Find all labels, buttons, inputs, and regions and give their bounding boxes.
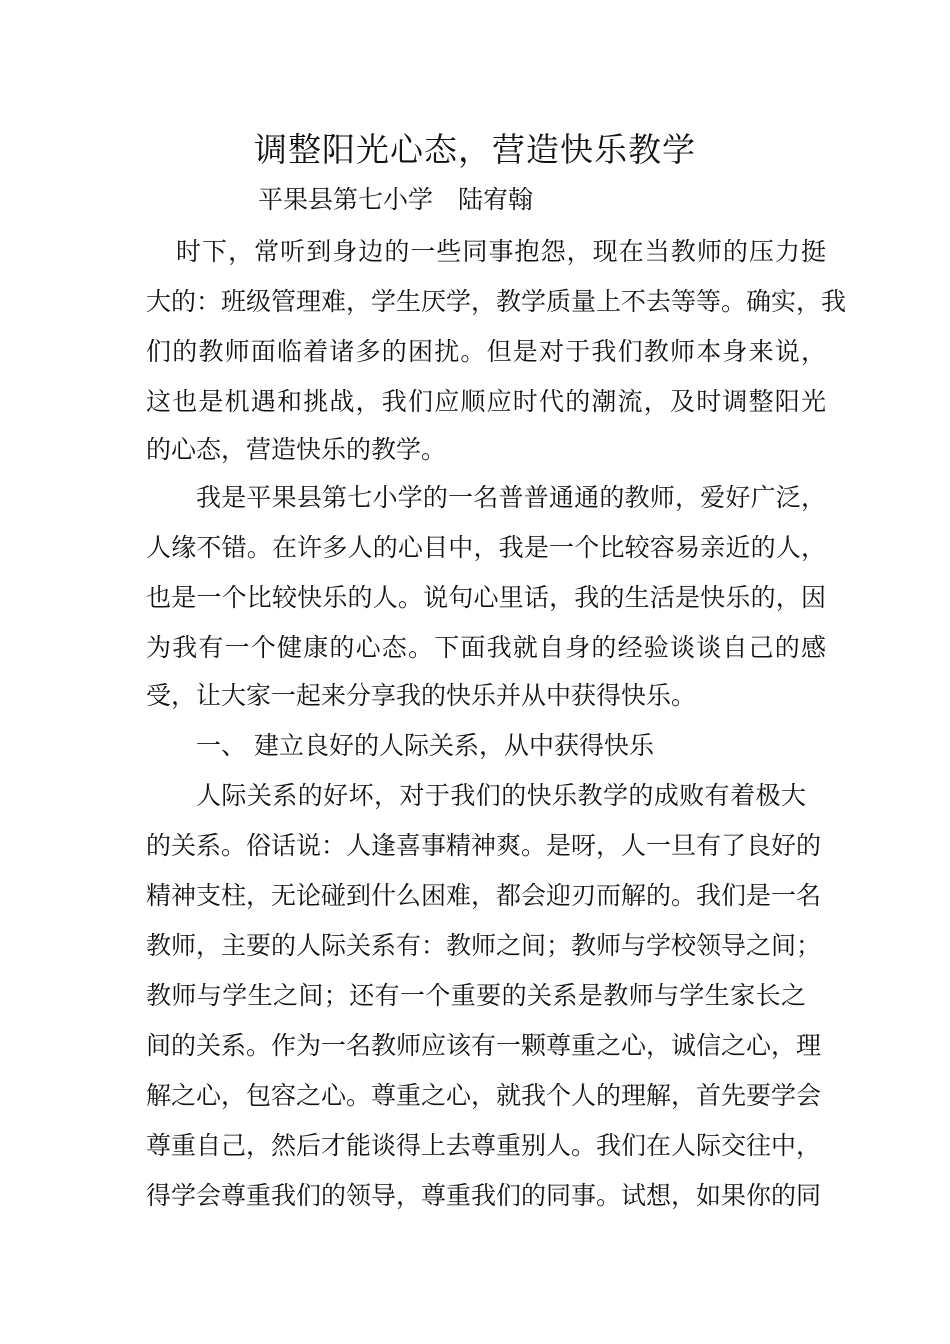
paragraph-line: 们的教师面临着诸多的困扰。但是对于我们教师本身来说， [146,337,826,366]
section-heading: 一、 建立良好的人际关系，从中获得快乐 [196,731,654,760]
paragraph-line: 人缘不错。在许多人的心目中，我是一个比较容易亲近的人， [146,533,826,562]
author-line: 平果县第七小学 陆宥翰 [258,185,534,214]
paragraph-line: 时下，常听到身边的一些同事抱怨，现在当教师的压力挺 [176,237,826,266]
paragraph-line: 的心态，营造快乐的教学。 [146,435,447,464]
paragraph-line: 精神支柱，无论碰到什么困难，都会迎刃而解的。我们是一名 [146,881,822,910]
paragraph-line: 这也是机遇和挑战，我们应顺应时代的潮流，及时调整阳光 [146,387,826,416]
paragraph-line: 解之心，包容之心。尊重之心，就我个人的理解，首先要学会 [146,1081,822,1110]
paragraph-line: 人际关系的好坏，对于我们的快乐教学的成败有着极大 [196,781,806,810]
paragraph-line: 教师，主要的人际关系有：教师之间；教师与学校领导之间； [146,931,822,960]
paragraph-line: 得学会尊重我们的领导，尊重我们的同事。试想，如果你的同 [146,1181,822,1210]
paragraph-line: 受，让大家一起来分享我的快乐并从中获得快乐。 [146,681,697,710]
paragraph-line: 大的：班级管理难，学生厌学，教学质量上不去等等。确实，我 [146,287,847,316]
paragraph-line: 尊重自己，然后才能谈得上去尊重别人。我们在人际交往中， [146,1131,822,1160]
paragraph-line: 间的关系。作为一名教师应该有一颗尊重之心，诚信之心，理 [146,1031,822,1060]
document-title: 调整阳光心态，营造快乐教学 [254,130,696,169]
paragraph-line: 我是平果县第七小学的一名普普通通的教师，爱好广泛， [196,483,826,512]
paragraph-line: 为我有一个健康的心态。下面我就自身的经验谈谈自己的感 [146,633,826,662]
paragraph-line: 也是一个比较快乐的人。说句心里话，我的生活是快乐的，因 [146,583,826,612]
paragraph-line: 教师与学生之间；还有一个重要的关系是教师与学生家长之 [146,981,806,1010]
paragraph-line: 的关系。俗话说：人逢喜事精神爽。是呀，人一旦有了良好的 [146,831,822,860]
